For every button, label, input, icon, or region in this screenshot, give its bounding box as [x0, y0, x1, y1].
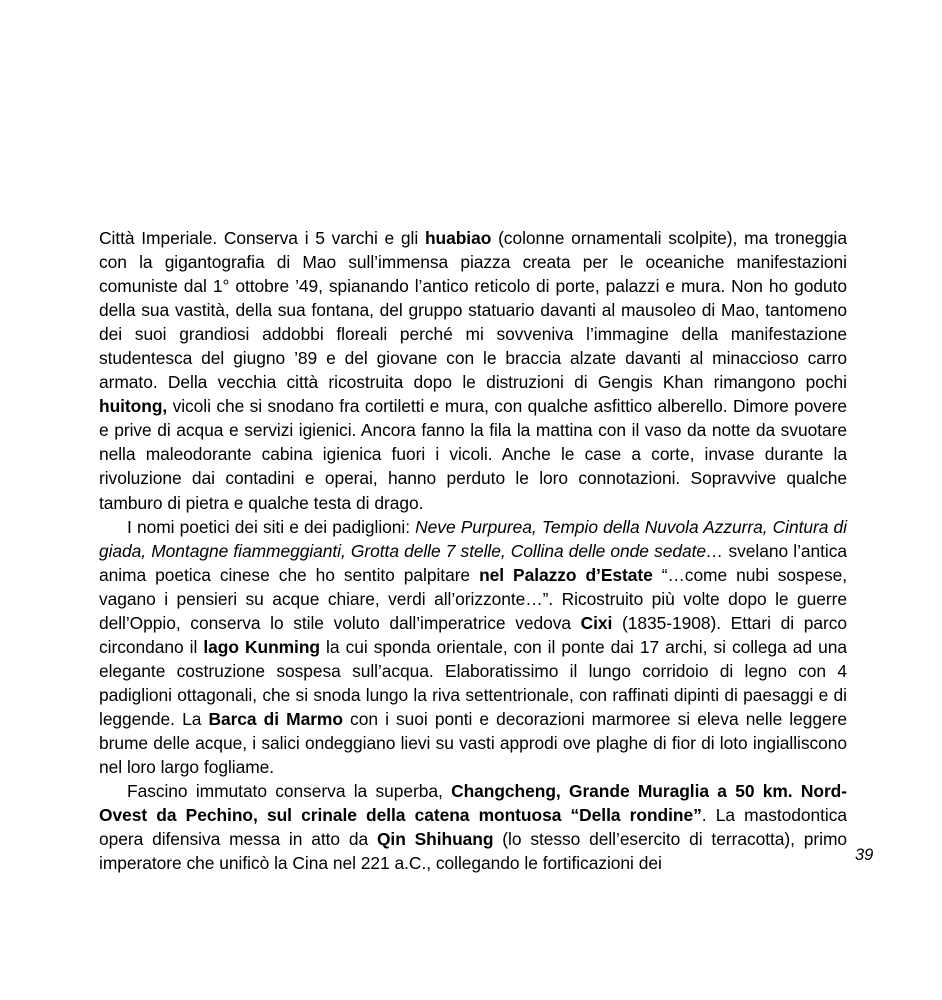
text-run: Fascino immutato conserva la superba,	[127, 781, 452, 802]
body-text-block	[99, 226, 847, 875]
text-run: . La mastodontica opera difensiva messa in atto da	[99, 805, 847, 850]
page-number: 39	[855, 846, 874, 864]
text-run: vicoli che si snodano fra cortiletti e mura, con qualche asfittico alberello. Dimore povere e prive di acqua e servizi igienici. Ancora fanno la fila la mattina con il vaso da notte da svuotare nella maleodorante cabina igienica fuori i vicoli. Anche le case a corte, invase durante la rivoluzione dai contadini e operai, hanno perduto le loro connotazioni. Sopravvive qualche tamburo di pietra e qualche testa di drago.	[99, 396, 847, 513]
bold-run: huitong,	[99, 396, 168, 417]
italic-run: Neve Purpurea, Tempio della Nuvola Azzurra, Cintura di giada, Montagne fiammeggianti, Grotta delle 7 stelle, Collina delle onde sedate…	[99, 516, 847, 561]
text-run: (1835-1908). Ettari di parco circondano il	[99, 612, 847, 657]
text-run: Città Imperiale. Conserva i 5 varchi e gli	[99, 228, 425, 248]
text-run: svelano l’antica anima poetica cinese che ho sentito palpitare	[99, 540, 847, 585]
bold-run: Changcheng, Grande Muraglia a 50 km. Nord-Ovest da Pechino, sul crinale della catena montuosa “Della rondine”	[99, 781, 847, 826]
bold-run: nel Palazzo d’Estate	[479, 564, 653, 585]
text-run: la cui sponda orientale, con il ponte dai 17 archi, si collega ad una elegante costruzione sospesa sull’acqua. Elaboratissimo il lungo corridoio di legno con 4 padiglioni ottagonali, che si snoda lungo la riva settentrionale, con raffinati dipinti di paesaggi e di leggende. La	[99, 636, 847, 729]
text-run: “…come nubi sospese, vagano i pensieri su acque chiare, verdi all’orizzonte…”. Ricostruito più volte dopo le guerre dell’Oppio, conserva lo stile voluto dall’imperatrice vedova	[99, 564, 847, 633]
paragraph-2	[99, 515, 847, 780]
bold-run: huabiao	[424, 228, 492, 248]
text-run: I nomi poetici dei siti e dei padiglioni:	[127, 516, 416, 537]
paragraph-3	[99, 779, 847, 875]
bold-run: Cixi	[580, 612, 613, 633]
text-run: (lo stesso dell’esercito di terracotta), primo imperatore che unificò la Cina nel 221 a.C., collegando le fortificazioni dei	[99, 829, 847, 874]
paragraph-1	[99, 226, 847, 515]
bold-run: Qin Shihuang	[376, 829, 494, 850]
bold-run: Barca di Marmo	[208, 708, 343, 729]
text-run: con i suoi ponti e decorazioni marmoree si eleva nelle leggere brume delle acque, i salici ondeggiano lievi su vasti approdi ove plaghe di fior di loto ingialliscono nel loro largo fogliame.	[99, 708, 847, 778]
bold-run: lago Kunming	[203, 636, 320, 657]
text-run: (colonne ornamentali scolpite), ma troneggia con la gigantografia di Mao sull’immensa piazza creata per le oceaniche manifestazioni comuniste dal 1° ottobre ’49, spianando l’antico reticolo di porte, palazzi e mura. Non ho goduto della sua vastità, della sua fontana, del gruppo statuario davanti al mausoleo di Mao, tantomeno dei suoi grandiosi addobbi floreali perché mi sovveniva l’immagine della manifestazione studentesca del giugno ’89 e del giovane con le braccia alzate davanti al minaccioso carro armato. Della vecchia città ricostruita dopo le distruzioni di Gengis Khan rimangono pochi	[99, 228, 847, 393]
